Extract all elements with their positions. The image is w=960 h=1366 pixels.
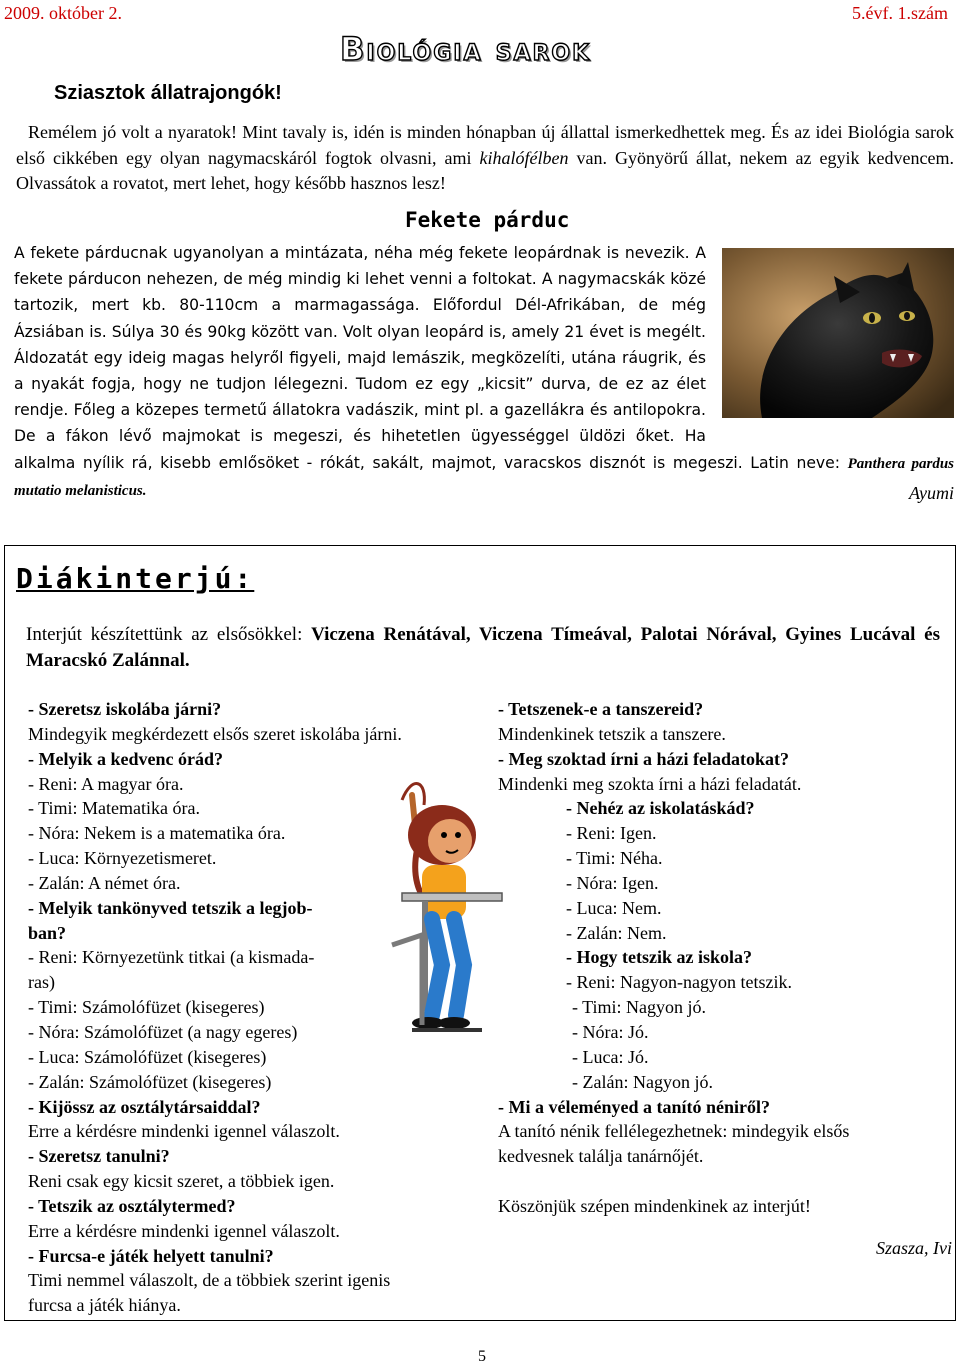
left-answer: Timi nemmel válaszolt, de a többiek szerint igenis — [28, 1270, 391, 1291]
left-question: - Szeretsz iskolába járni? — [28, 699, 222, 719]
right-question: - Nehéz az iskolatáskád? — [566, 798, 755, 819]
issue-date: 2009. október 2. — [4, 3, 122, 23]
left-answer: - Timi: Matematika óra. — [28, 798, 200, 819]
right-answer: - Reni: Igen. — [566, 823, 657, 844]
right-answer: - Luca: Nem. — [566, 897, 662, 918]
left-answer: - Reni: Környezetünk titkai (a kismada- — [28, 947, 315, 968]
right-answer: - Nóra: Igen. — [566, 872, 659, 893]
latin-name: Panthera pardus mutatio melanisticus. — [14, 455, 955, 499]
left-answer: - Nóra: Nekem is a matematika óra. — [28, 823, 286, 844]
right-question: - Hogy tetszik az iskola? — [566, 947, 752, 968]
interview-right-column — [498, 697, 948, 1219]
interview-intro-text: Interjút készítettünk az elsősökkel: — [26, 624, 312, 645]
left-answer: - Luca: Számolófüzet (kisegeres) — [28, 1046, 267, 1067]
intro-italic-word: kihalófélben — [479, 147, 569, 168]
column-title: Biológia sarok — [340, 30, 592, 68]
left-question: - Tetszik az osztálytermed? — [28, 1195, 236, 1216]
interview-intro — [26, 622, 940, 674]
left-question: - Furcsa-e játék helyett tanulni? — [28, 1245, 274, 1266]
interview-authors: Szasza, Ivi — [876, 1238, 952, 1258]
right-answer — [498, 1169, 948, 1194]
intro-text-end: van. Gyönyörű állat, nekem az egyik kedvencem. Olvassátok a rovatot, mert lehet, hogy később hasznos lesz! — [16, 147, 955, 193]
black-panther-photo — [722, 248, 954, 418]
panther-article-body — [14, 240, 954, 504]
right-answer: A tanító nénik fellélegezhetnek: mindegyik elsős — [498, 1121, 850, 1142]
left-answer: Erre a kérdésre mindenki igennel válaszolt. — [28, 1121, 340, 1142]
right-answer: Mindenkinek tetszik a tanszere. — [498, 723, 726, 744]
left-answer: Reni csak egy kicsit szeret, a többiek igen. — [28, 1171, 335, 1192]
left-question: - Melyik tankönyved tetszik a legjob- — [28, 897, 313, 918]
left-question: - Melyik a kedvenc órád? — [28, 748, 223, 769]
right-answer: kedvesnek találja tanárnőjét. — [498, 1146, 704, 1167]
right-answer: - Zalán: Nagyon jó. — [572, 1071, 713, 1092]
left-answer: - Zalán: A német óra. — [28, 872, 181, 893]
intro-paragraph — [16, 120, 954, 197]
greeting-heading: Sziasztok állatrajongók! — [54, 82, 282, 104]
right-answer: - Reni: Nagyon-nagyon tetszik. — [566, 972, 792, 993]
left-answer: Erre a kérdésre mindenki igennel válaszolt. — [28, 1220, 340, 1241]
left-question: ban? — [28, 922, 67, 943]
right-answer: - Timi: Néha. — [566, 848, 663, 869]
left-answer: - Nóra: Számolófüzet (a nagy egeres) — [28, 1021, 298, 1042]
right-answer: - Timi: Nagyon jó. — [572, 997, 707, 1018]
left-question: - Kijössz az osztálytársaiddal? — [28, 1096, 261, 1117]
interviewees: Viczena Renátával, Viczena Tímeával, Palotai Nórával, Gyines Lucával és Maracskó Zalánnal. — [26, 624, 940, 671]
right-answer: - Nóra: Jó. — [572, 1021, 649, 1042]
issue-number: 5.évf. 1.szám — [852, 3, 948, 23]
left-answer: - Zalán: Számolófüzet (kisegeres) — [28, 1071, 272, 1092]
right-answer: - Zalán: Nem. — [566, 922, 667, 943]
left-answer: furcsa a játék hiánya. — [28, 1295, 181, 1316]
panther-article-title: Fekete párduc — [405, 208, 570, 232]
right-answer: Köszönjük szépen mindenkinek az interjút! — [498, 1195, 811, 1216]
left-answer: ras) — [28, 972, 55, 993]
right-question: - Meg szoktad írni a házi feladatokat? — [498, 748, 789, 769]
right-question: - Tetszenek-e a tanszereid? — [498, 699, 704, 719]
intro-text-start: Remélem jó volt a nyaratok! Mint tavaly is, idén is minden hónapban új állattal ismerkedhettek meg. És az idei Biológia sarok első cikkében egy olyan nagymacskáról fogtok olvasni, ami — [16, 122, 954, 168]
right-answer: Mindenki meg szokta írni a házi feladatát. — [498, 773, 802, 794]
left-answer: - Timi: Számolófüzet (kisegeres) — [28, 997, 265, 1018]
left-question: - Szeretsz tanulni? — [28, 1146, 170, 1167]
schoolgirl-illustration — [372, 775, 512, 1045]
right-question: - Mi a véleményed a tanító néniről? — [498, 1096, 770, 1117]
panther-text: A fekete párducnak ugyanolyan a mintázata, néha még fekete leopárdnak is nevezik. A fekete párducon nehezen, de még mindig ki lehet venni a foltokat. A nagymacskák közé tartozik, mert kb. 80-110cm a marmagassága. Előfordul Dél-Afrikában, de még Ázsiában is. Súlya 30 és 90kg között van. Volt olyan leopárd is, amely 21 évet is megélt. Áldozatát egy ideig magas helyről figyeli, majd lemászik, megközelíti, utána ráugrik, és a nyakát fogja, hogy ne tudjon lélegezni. Tudom ez egy „kicsit” durva, de ez az élet rendje. Főleg a közepes termetű állatokra vadászik, mint pl. a gazellákra és antilopokra. De a fákon lévő majmokat is megeszi, és hihetetlen ügyességgel üldözi őket. Ha alkalma nyílik rá, kisebb emlősöket - rókát, sakált, majmot, varacskos disznót is megeszi. Latin neve: — [14, 244, 848, 472]
article-author: Ayumi — [909, 483, 954, 503]
right-answer: - Luca: Jó. — [572, 1046, 649, 1067]
interview-heading: Diákinterjú: — [16, 562, 255, 595]
page-number: 5 — [478, 1348, 486, 1365]
left-answer: - Luca: Környezetismeret. — [28, 848, 217, 869]
left-answer: Mindegyik megkérdezett elsős szeret iskolába járni. — [28, 723, 402, 744]
left-answer: - Reni: A magyar óra. — [28, 773, 184, 794]
